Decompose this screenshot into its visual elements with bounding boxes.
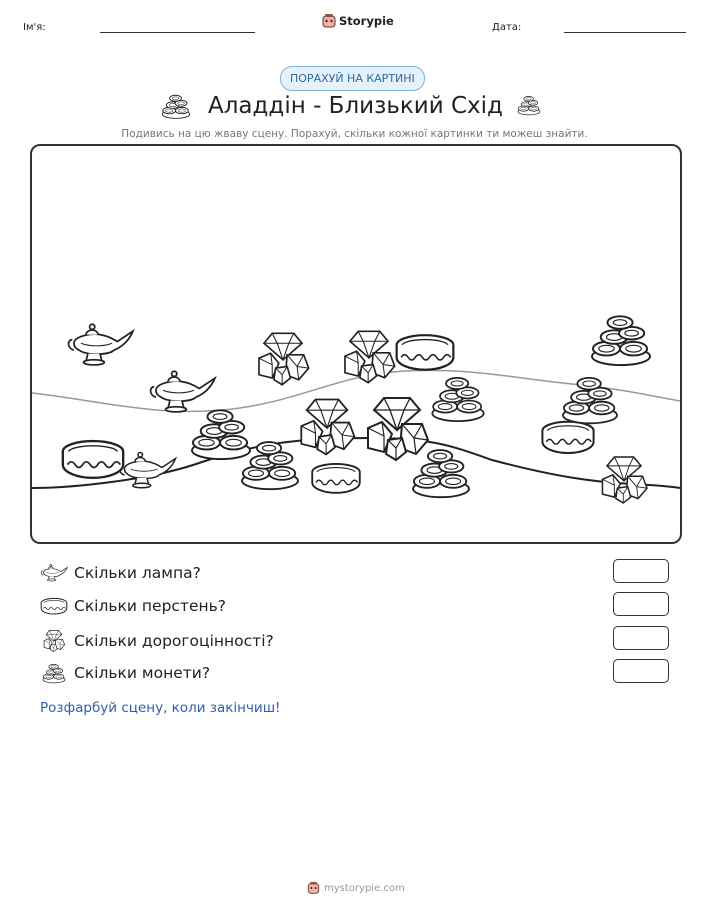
ring-icon bbox=[542, 422, 593, 453]
name-field[interactable] bbox=[100, 32, 255, 33]
footer bbox=[307, 881, 405, 895]
question-text: Скільки лампа? bbox=[74, 564, 201, 582]
ring-icon bbox=[312, 464, 360, 493]
coins-icon bbox=[40, 662, 68, 684]
coins-icon bbox=[432, 378, 483, 421]
coins-icon bbox=[160, 92, 192, 120]
coins-icon bbox=[592, 316, 650, 365]
question-text: Скільки дорогоцінності? bbox=[74, 632, 274, 650]
coins-icon bbox=[413, 450, 469, 497]
answer-box-lamp[interactable] bbox=[613, 559, 669, 583]
ring-icon bbox=[397, 335, 454, 370]
question-ring bbox=[40, 596, 226, 616]
question-coins bbox=[40, 662, 210, 684]
coloring-note: Розфарбуй сцену, коли закінчиш! bbox=[40, 700, 281, 716]
storypie-mascot-icon bbox=[322, 13, 336, 29]
lamp-icon bbox=[120, 453, 176, 488]
date-label: Дата: bbox=[492, 22, 522, 33]
count-badge: ПОРАХУЙ НА КАРТИНІ bbox=[280, 66, 425, 91]
question-text: Скільки перстень? bbox=[74, 597, 226, 615]
ring-icon bbox=[512, 94, 546, 116]
jewels-icon bbox=[345, 331, 395, 382]
name-label: Ім'я: bbox=[23, 22, 46, 33]
date-field[interactable] bbox=[564, 32, 686, 33]
ring-icon bbox=[40, 596, 68, 616]
question-jewels bbox=[40, 629, 274, 653]
storypie-mascot-icon bbox=[307, 881, 320, 895]
jewels-icon bbox=[40, 629, 68, 653]
jewels-icon bbox=[301, 400, 354, 455]
page-title: Аладдін - Близький Схід bbox=[208, 93, 503, 119]
footer-url[interactable]: mystorypie.com bbox=[324, 882, 405, 894]
jewels-icon bbox=[259, 333, 309, 384]
coins-icon bbox=[192, 410, 250, 459]
question-lamp bbox=[40, 562, 201, 584]
coins-icon bbox=[563, 378, 617, 423]
counting-scene bbox=[30, 144, 682, 544]
lamp-icon bbox=[151, 371, 215, 412]
jewels-icon bbox=[368, 398, 428, 460]
jewels-icon bbox=[602, 457, 647, 503]
brand-name: Storypie bbox=[339, 14, 394, 28]
scene-illustration bbox=[32, 146, 680, 542]
question-text: Скільки монети? bbox=[74, 664, 211, 682]
brand-logo bbox=[322, 13, 394, 29]
instructions: Подивись на цю жваву сцену. Порахуй, скільки кожної картинки ти можеш знайти. bbox=[121, 128, 588, 140]
answer-box-coins[interactable] bbox=[613, 659, 669, 683]
answer-box-ring[interactable] bbox=[613, 592, 669, 616]
answer-box-jewels[interactable] bbox=[613, 626, 669, 650]
ring-icon bbox=[63, 441, 123, 478]
lamp-icon bbox=[69, 324, 133, 365]
lamp-icon bbox=[40, 562, 68, 584]
